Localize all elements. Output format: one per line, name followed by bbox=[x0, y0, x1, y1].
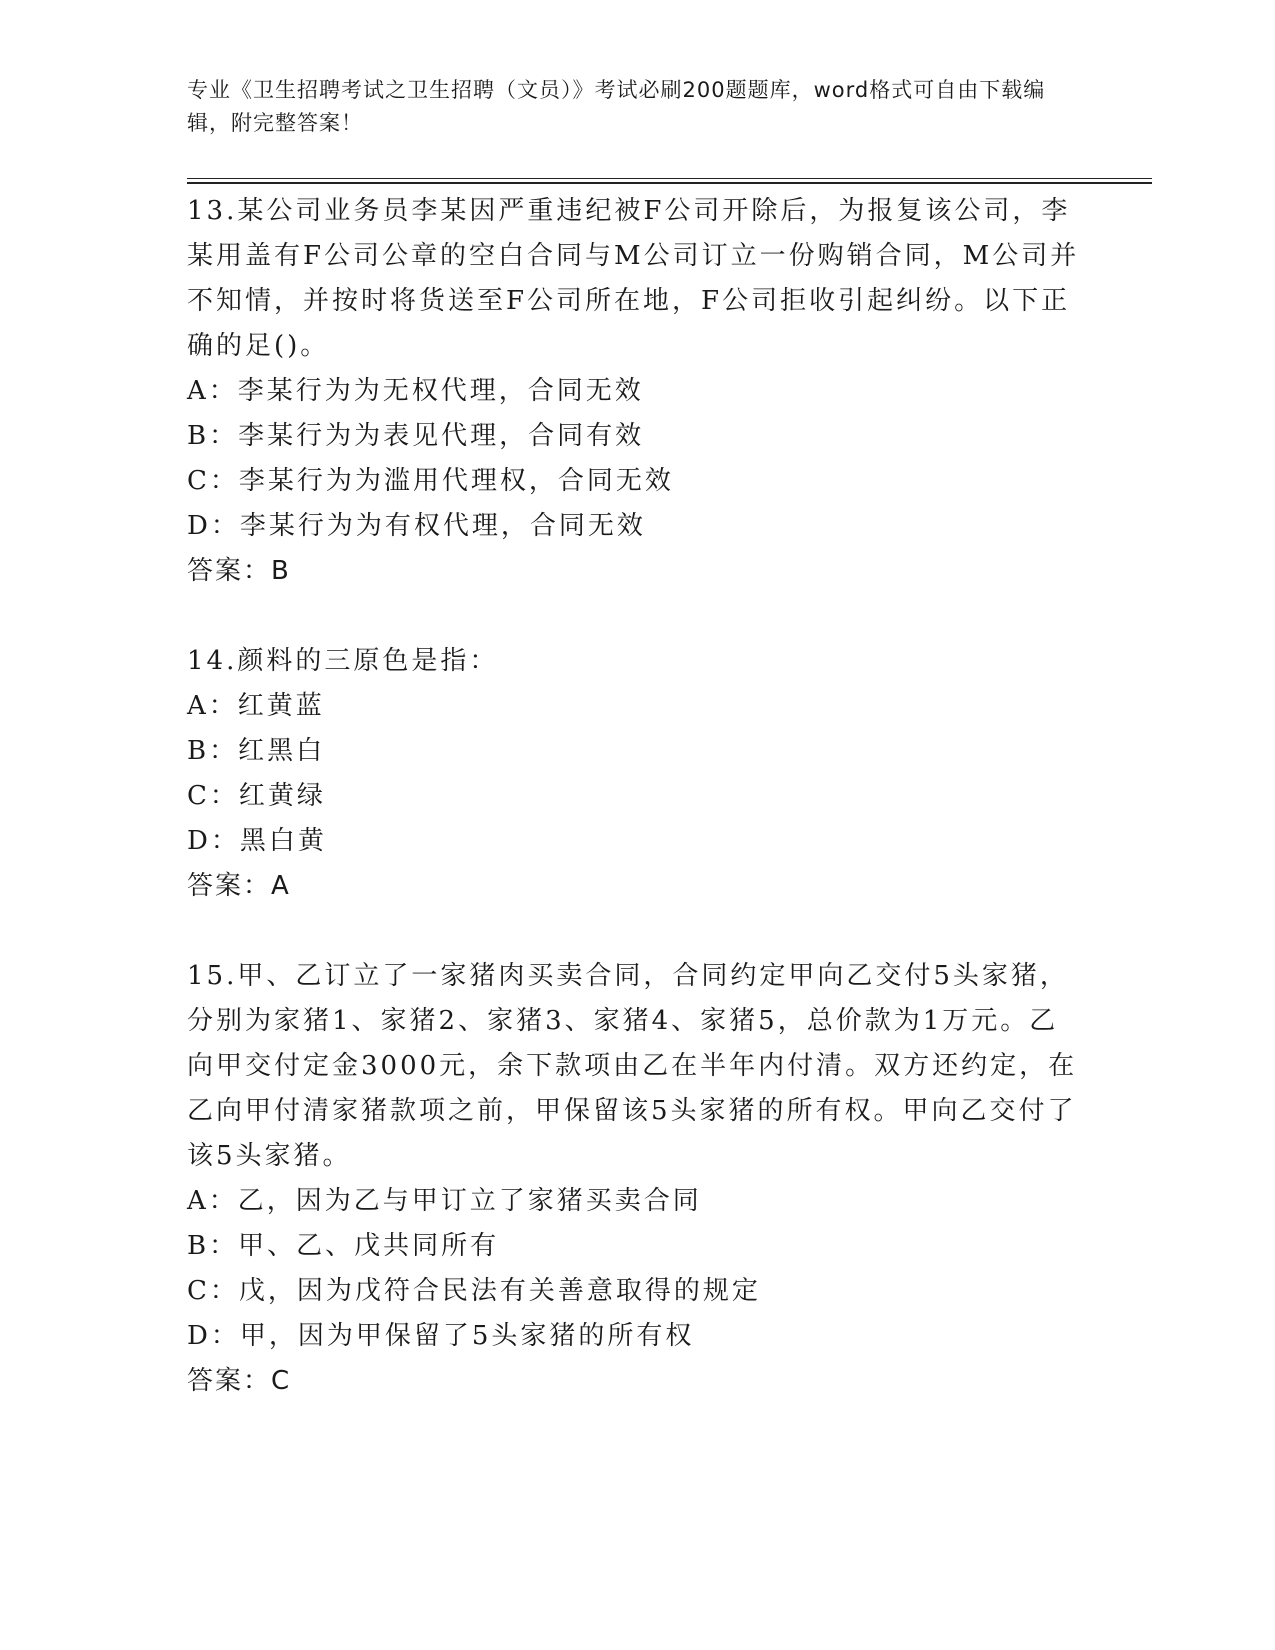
header-divider-thin bbox=[187, 178, 1152, 179]
question-13 bbox=[187, 189, 1087, 594]
option-d: D：李某行为为有权代理，合同无效 bbox=[187, 511, 646, 541]
header-divider-thick bbox=[187, 182, 1152, 184]
option-a: A：乙，因为乙与甲订立了家猪买卖合同 bbox=[187, 1186, 702, 1216]
question-spacer bbox=[187, 594, 1087, 639]
question-spacer bbox=[187, 909, 1087, 954]
question-list bbox=[187, 189, 1087, 1404]
answer-line: 答案：C bbox=[187, 1366, 292, 1396]
option-a: A：红黄蓝 bbox=[187, 691, 325, 721]
page-header: 专业《卫生招聘考试之卫生招聘（文员）》考试必刷200题题库，word格式可自由下载编辑，附完整答案！ bbox=[187, 78, 1046, 135]
question-stem: 14.颜料的三原色是指： bbox=[187, 646, 499, 676]
question-stem: 15.甲、乙订立了一家猪肉买卖合同，合同约定甲向乙交付5头家猪，分别为家猪1、家猪2、家猪3、家猪4、家猪5，总价款为1万元。乙向甲交付定金3000元，余下款项由乙在半年内付清。双方还约定，在乙向甲付清家猪款项之前，甲保留该5头家猪的所有权。甲向乙交付了该5头家猪。 bbox=[187, 961, 1078, 1171]
option-d: D：黑白黄 bbox=[187, 826, 327, 856]
option-b: B：红黑白 bbox=[187, 736, 326, 766]
option-c: C：红黄绿 bbox=[187, 781, 326, 811]
question-14 bbox=[187, 639, 1087, 909]
question-15 bbox=[187, 954, 1087, 1404]
option-c: C：戊，因为戊符合民法有关善意取得的规定 bbox=[187, 1276, 761, 1306]
option-b: B：甲、乙、戊共同所有 bbox=[187, 1231, 500, 1261]
answer-line: 答案：B bbox=[187, 556, 291, 586]
option-d: D：甲，因为甲保留了5头家猪的所有权 bbox=[187, 1321, 695, 1351]
option-c: C：李某行为为滥用代理权，合同无效 bbox=[187, 466, 674, 496]
option-a: A：李某行为为无权代理，合同无效 bbox=[187, 376, 644, 406]
question-stem: 13.某公司业务员李某因严重违纪被F公司开除后，为报复该公司，李某用盖有F公司公章的空白合同与M公司订立一份购销合同，M公司并不知情，并按时将货送至F公司所在地，F公司拒收引起纠纷。以下正确的足()。 bbox=[187, 196, 1080, 361]
answer-line: 答案：A bbox=[187, 871, 291, 901]
option-b: B：李某行为为表见代理，合同有效 bbox=[187, 421, 645, 451]
